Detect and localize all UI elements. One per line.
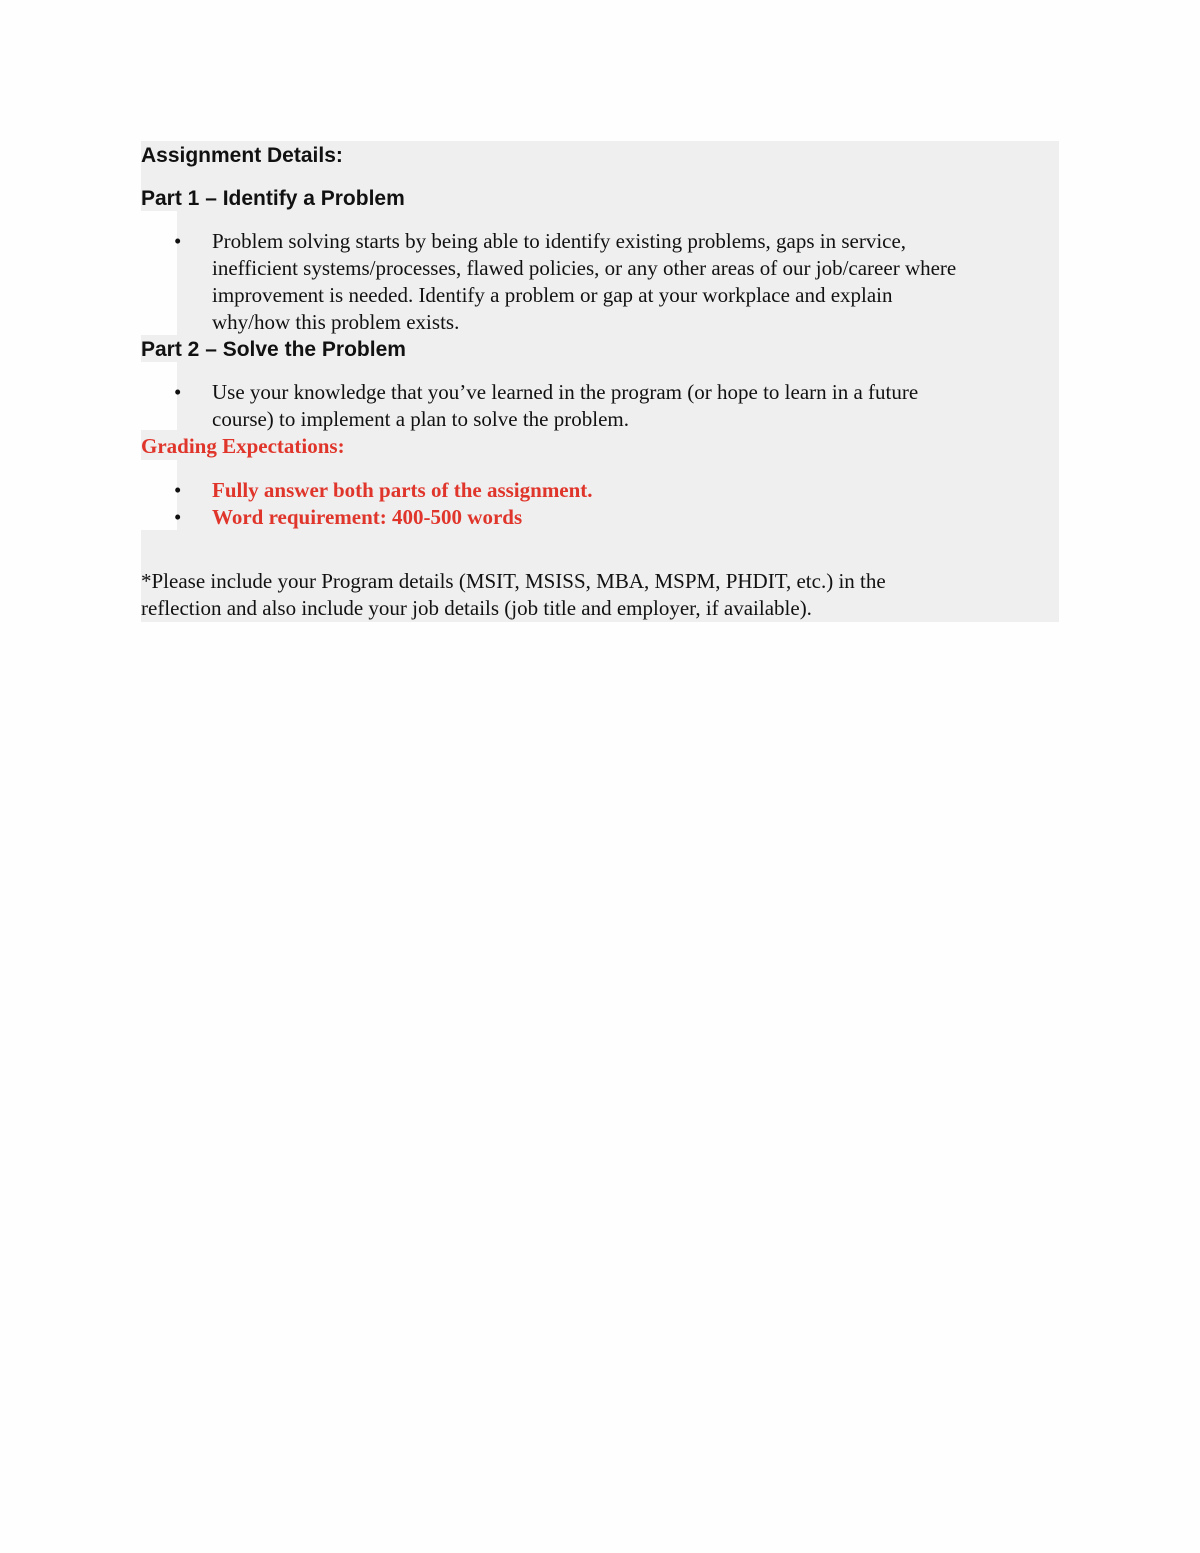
indent-gap	[141, 460, 177, 530]
part1-heading: Part 1 – Identify a Problem	[141, 187, 405, 210]
note-line-2: reflection and also include your job details (job title and employer, if available).	[141, 596, 812, 620]
bullet-icon: •	[174, 505, 182, 529]
part1-text-line-3: improvement is needed. Identify a problem or gap at your workplace and explain	[212, 283, 893, 307]
assignment-details-heading: Assignment Details:	[141, 144, 343, 167]
part2-heading: Part 2 – Solve the Problem	[141, 338, 406, 361]
grading-heading: Grading Expectations:	[141, 434, 345, 458]
bullet-icon: •	[174, 380, 182, 404]
indent-gap	[141, 362, 177, 430]
note-line-1: *Please include your Program details (MSIT, MSISS, MBA, MSPM, PHDIT, etc.) in the	[141, 569, 886, 593]
part1-text-line-1: Problem solving starts by being able to identify existing problems, gaps in service,	[212, 229, 907, 253]
part1-text-line-4: why/how this problem exists.	[212, 310, 460, 334]
bullet-icon: •	[174, 478, 182, 502]
indent-gap	[141, 211, 177, 335]
part2-text-line-1: Use your knowledge that you’ve learned in the program (or hope to learn in a future	[212, 380, 919, 404]
grading-item-2: Word requirement: 400-500 words	[212, 505, 523, 529]
part1-text-line-2: inefficient systems/processes, flawed policies, or any other areas of our job/career where	[212, 256, 957, 280]
grading-item-1: Fully answer both parts of the assignment.	[212, 478, 593, 502]
bullet-icon: •	[174, 229, 182, 253]
part2-text-line-2: course) to implement a plan to solve the problem.	[212, 407, 629, 431]
